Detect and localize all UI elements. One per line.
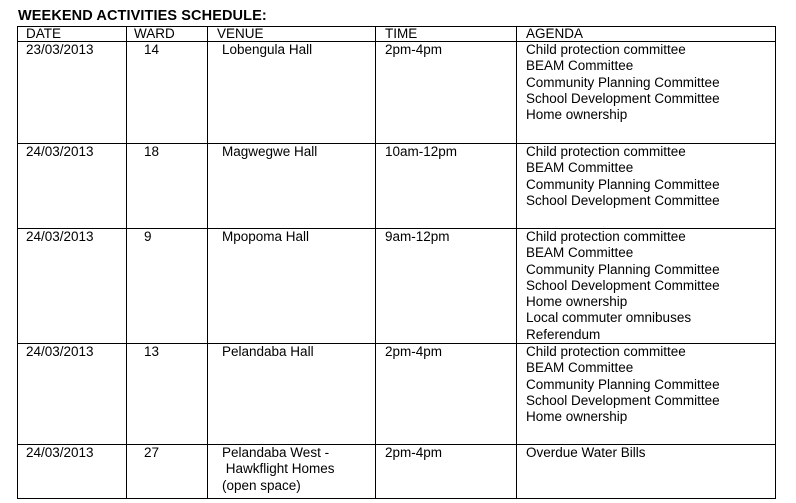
agenda-item: Community Planning Committee xyxy=(526,74,720,90)
time-cell: 2pm-4pm xyxy=(376,344,517,445)
venue-line: Pelandaba Hall xyxy=(222,344,314,360)
ward-cell: 14 xyxy=(127,42,208,144)
agenda-cell xyxy=(517,445,776,499)
agenda-item: Community Planning Committee xyxy=(526,376,720,392)
table-row xyxy=(18,445,776,499)
column-header-venue: VENUE xyxy=(208,27,376,42)
ward-cell: 27 xyxy=(127,445,208,499)
venue-cell xyxy=(208,144,376,229)
agenda-item: School Development Committee xyxy=(526,90,720,106)
time-cell: 10am-12pm xyxy=(376,144,517,229)
schedule-table xyxy=(17,26,776,499)
table-row xyxy=(18,42,776,144)
agenda-item: Child protection committee xyxy=(526,144,686,159)
agenda-item: School Development Committee xyxy=(526,192,720,208)
agenda-item: BEAM Committee xyxy=(526,245,634,261)
table-row xyxy=(18,229,776,344)
date-cell: 23/03/2013 xyxy=(18,42,127,144)
time-cell: 2pm-4pm xyxy=(376,42,517,144)
column-header-agenda: AGENDA xyxy=(517,27,776,42)
agenda-item: Child protection committee xyxy=(526,42,686,57)
schedule-title: WEEKEND ACTIVITIES SCHEDULE: xyxy=(18,8,267,24)
agenda-item: School Development Committee xyxy=(526,277,720,293)
agenda-item: BEAM Committee xyxy=(526,360,634,376)
column-header-time: TIME xyxy=(376,27,517,42)
ward-cell: 13 xyxy=(127,344,208,445)
agenda-item: Overdue Water Bills xyxy=(526,445,646,461)
agenda-item: Local commuter omnibuses xyxy=(526,310,692,326)
ward-cell: 18 xyxy=(127,144,208,229)
venue-line: Mpopoma Hall xyxy=(222,229,310,244)
agenda-item: Home ownership xyxy=(526,409,628,425)
agenda-item: BEAM Committee xyxy=(526,58,634,74)
agenda-cell xyxy=(517,144,776,229)
agenda-cell xyxy=(517,229,776,344)
table-row xyxy=(18,344,776,445)
venue-line: Lobengula Hall xyxy=(222,42,313,57)
table-row xyxy=(18,144,776,229)
agenda-item: Child protection committee xyxy=(526,344,686,360)
date-cell: 24/03/2013 xyxy=(18,144,127,229)
venue-cell xyxy=(208,229,376,344)
agenda-cell xyxy=(517,42,776,144)
time-cell: 9am-12pm xyxy=(376,229,517,344)
header-row xyxy=(18,27,776,42)
agenda-item: Home ownership xyxy=(526,294,628,310)
agenda-item: Home ownership xyxy=(526,107,628,123)
column-header-ward: WARD xyxy=(127,27,208,42)
agenda-cell xyxy=(517,344,776,445)
agenda-item: Child protection committee xyxy=(526,229,686,244)
agenda-item: Community Planning Committee xyxy=(526,261,720,277)
agenda-item: Referendum xyxy=(526,326,601,342)
venue-line: Pelandaba West - xyxy=(222,445,330,461)
date-cell: 24/03/2013 xyxy=(18,344,127,445)
venue-line: Hawkflight Homes xyxy=(222,461,335,477)
venue-line: Magwegwe Hall xyxy=(222,144,318,159)
date-cell: 24/03/2013 xyxy=(18,445,127,499)
venue-line: (open space) xyxy=(222,477,301,493)
ward-cell: 9 xyxy=(127,229,208,344)
agenda-item: Community Planning Committee xyxy=(526,176,720,192)
venue-cell xyxy=(208,445,376,499)
column-header-date: DATE xyxy=(18,27,127,42)
date-cell: 24/03/2013 xyxy=(18,229,127,344)
time-cell: 2pm-4pm xyxy=(376,445,517,499)
agenda-item: BEAM Committee xyxy=(526,160,634,176)
venue-cell xyxy=(208,344,376,445)
agenda-item: School Development Committee xyxy=(526,392,720,408)
venue-cell xyxy=(208,42,376,144)
